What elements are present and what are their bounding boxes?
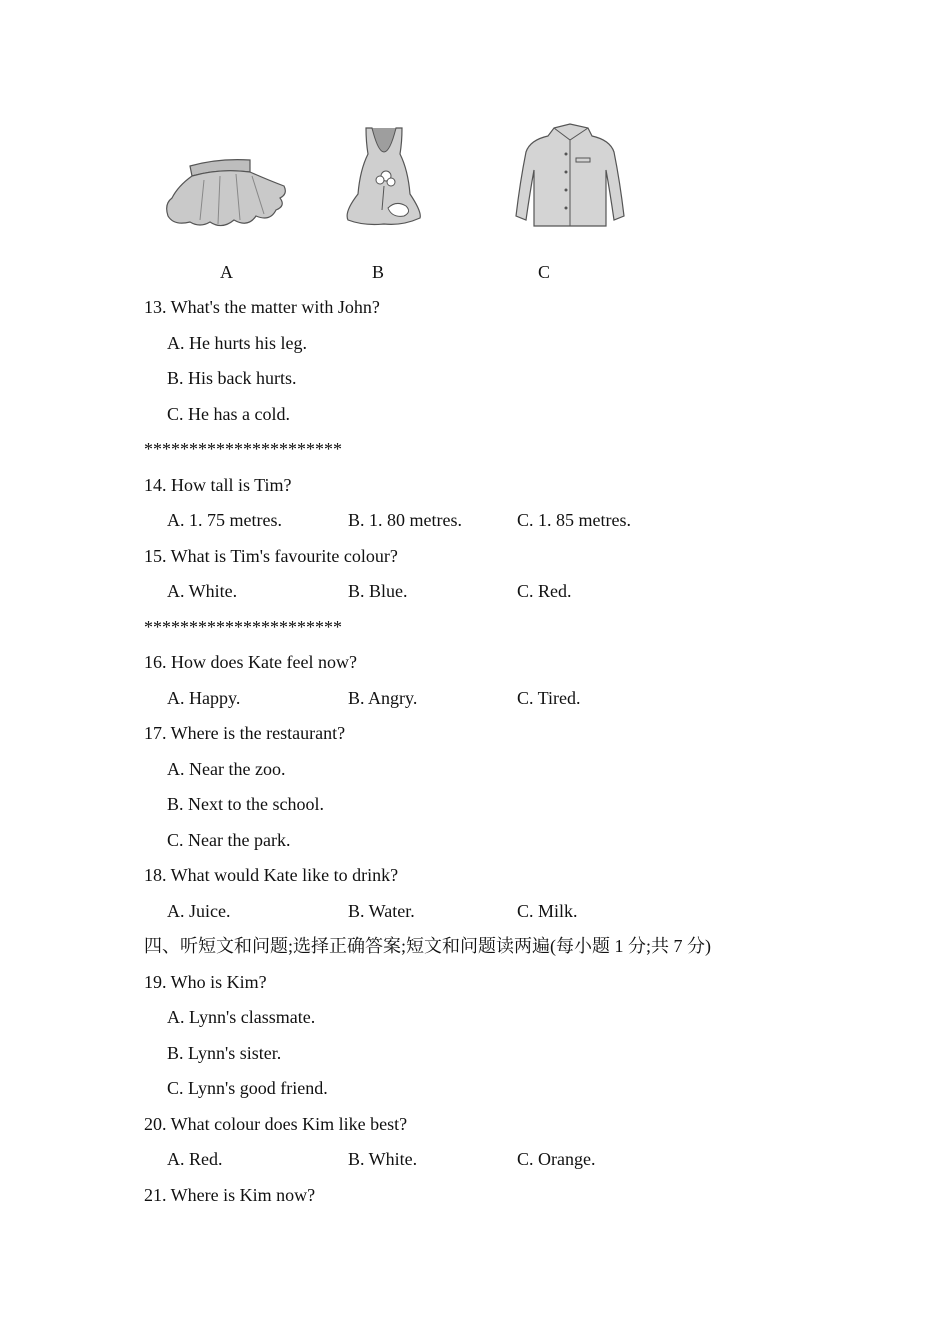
q14-option-b: B. 1. 80 metres. [348, 510, 462, 530]
picture-label-b: B [372, 262, 385, 282]
q14-option-a: A. 1. 75 metres. [167, 510, 282, 530]
q20-option-b: B. White. [348, 1149, 418, 1169]
q19-option-a: A. Lynn's classmate. [167, 1007, 316, 1027]
q18-option-a: A. Juice. [167, 901, 231, 921]
q20-option-a: A. Red. [167, 1149, 223, 1169]
question-15: 15. What is Tim's favourite colour? [144, 546, 398, 566]
question-16: 16. How does Kate feel now? [144, 652, 357, 672]
q15-option-c: C. Red. [517, 581, 572, 601]
q13-option-c: C. He has a cold. [167, 404, 290, 424]
q16-option-a: A. Happy. [167, 688, 241, 708]
question-14: 14. How tall is Tim? [144, 475, 292, 495]
picture-label-a: A [220, 262, 233, 282]
q19-option-b: B. Lynn's sister. [167, 1043, 282, 1063]
question-21: 21. Where is Kim now? [144, 1185, 316, 1205]
question-20: 20. What colour does Kim like best? [144, 1114, 408, 1134]
question-18: 18. What would Kate like to drink? [144, 865, 399, 885]
q16-option-b: B. Angry. [348, 688, 418, 708]
q14-option-c: C. 1. 85 metres. [517, 510, 631, 530]
q15-option-b: B. Blue. [348, 581, 408, 601]
q17-option-a: A. Near the zoo. [167, 759, 286, 779]
picture-label-c: C [538, 262, 551, 282]
skirt-icon [160, 150, 292, 234]
question-19: 19. Who is Kim? [144, 972, 267, 992]
q13-option-b: B. His back hurts. [167, 368, 297, 388]
question-13: 13. What's the matter with John? [144, 297, 380, 317]
separator: ********************** [144, 439, 342, 459]
q16-option-c: C. Tired. [517, 688, 581, 708]
q17-option-b: B. Next to the school. [167, 794, 324, 814]
shirt-icon [514, 122, 628, 230]
q17-option-c: C. Near the park. [167, 830, 291, 850]
q20-option-c: C. Orange. [517, 1149, 596, 1169]
q13-option-a: A. He hurts his leg. [167, 333, 307, 353]
q18-option-c: C. Milk. [517, 901, 578, 921]
q15-option-a: A. White. [167, 581, 238, 601]
dress-icon [342, 124, 426, 228]
q18-option-b: B. Water. [348, 901, 415, 921]
question-17: 17. Where is the restaurant? [144, 723, 346, 743]
separator: ********************** [144, 617, 342, 637]
q19-option-c: C. Lynn's good friend. [167, 1078, 328, 1098]
section-4-heading: 四、听短文和问题;选择正确答案;短文和问题读两遍(每小题 1 分;共 7 分) [144, 936, 711, 956]
